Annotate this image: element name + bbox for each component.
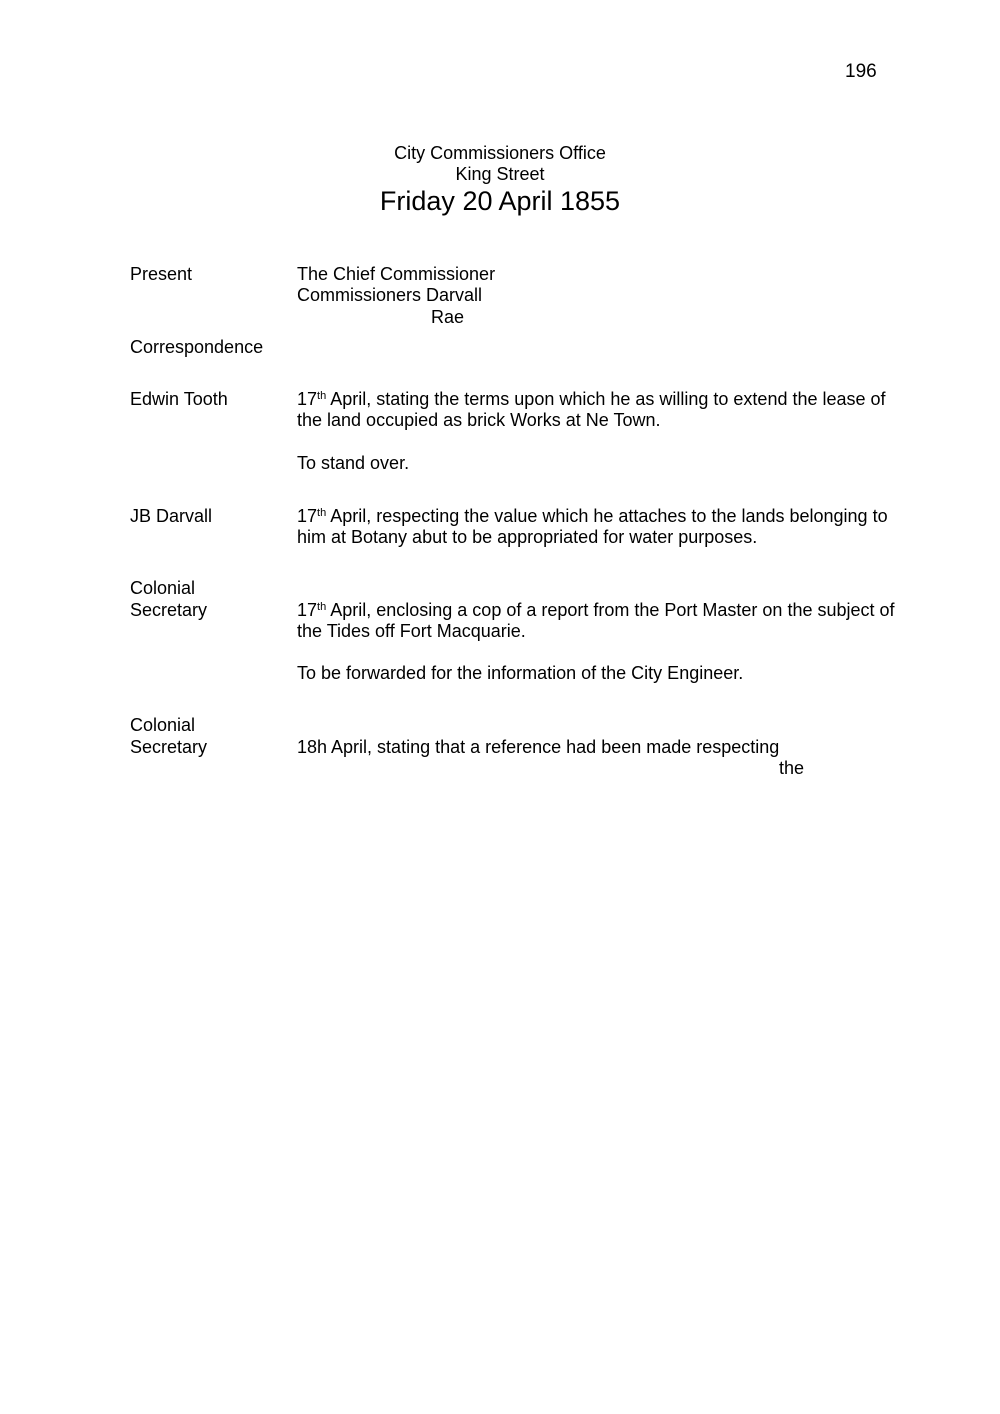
entry-sender-line1: Colonial	[130, 715, 196, 735]
catchword: the	[779, 758, 805, 778]
entry-ordinal: th	[317, 601, 327, 613]
entry-day: 17	[297, 600, 318, 620]
entry-ordinal: th	[317, 390, 327, 402]
entry-body: April, respecting the value which he attaches to the lands belonging to him at Botany abut to be appropriated for water purposes.	[297, 506, 888, 547]
entry-text	[297, 506, 912, 548]
entry-body: April, stating the terms upon which he as willing to extend the lease of the land occupied as brick Works at Ne Town.	[297, 389, 886, 430]
meeting-date: Friday 20 April 1855	[379, 186, 621, 216]
present-label: Present	[130, 264, 193, 284]
present-rae: Rae	[431, 307, 465, 327]
present-commissioners: Commissioners Darvall	[297, 285, 483, 305]
entry-day: 17	[297, 389, 318, 409]
entry-sender-line1: Colonial	[130, 578, 196, 598]
page-number: 196	[845, 61, 877, 82]
entry-resolution: To stand over.	[297, 453, 410, 473]
entry-text	[297, 389, 912, 431]
entry-sender: JB Darvall	[130, 506, 213, 526]
entry-ordinal: th	[317, 507, 327, 519]
present-chief-commissioner: The Chief Commissioner	[297, 264, 496, 284]
entry-sender: Edwin Tooth	[130, 389, 228, 409]
entry-text: 18h April, stating that a reference had been made respecting	[297, 737, 780, 757]
office-name: City Commissioners Office	[394, 143, 606, 163]
entry-sender-line2: Secretary	[130, 737, 208, 757]
entry-text	[297, 600, 912, 642]
entry-day: 17	[297, 506, 318, 526]
entry-sender-line2: Secretary	[130, 600, 208, 620]
entry-body: April, enclosing a cop of a report from the Port Master on the subject of the Tides off Fort Macquarie.	[297, 600, 895, 641]
entry-resolution: To be forwarded for the information of the City Engineer.	[297, 663, 744, 683]
correspondence-heading: Correspondence	[130, 337, 264, 357]
street-name: King Street	[455, 164, 545, 184]
